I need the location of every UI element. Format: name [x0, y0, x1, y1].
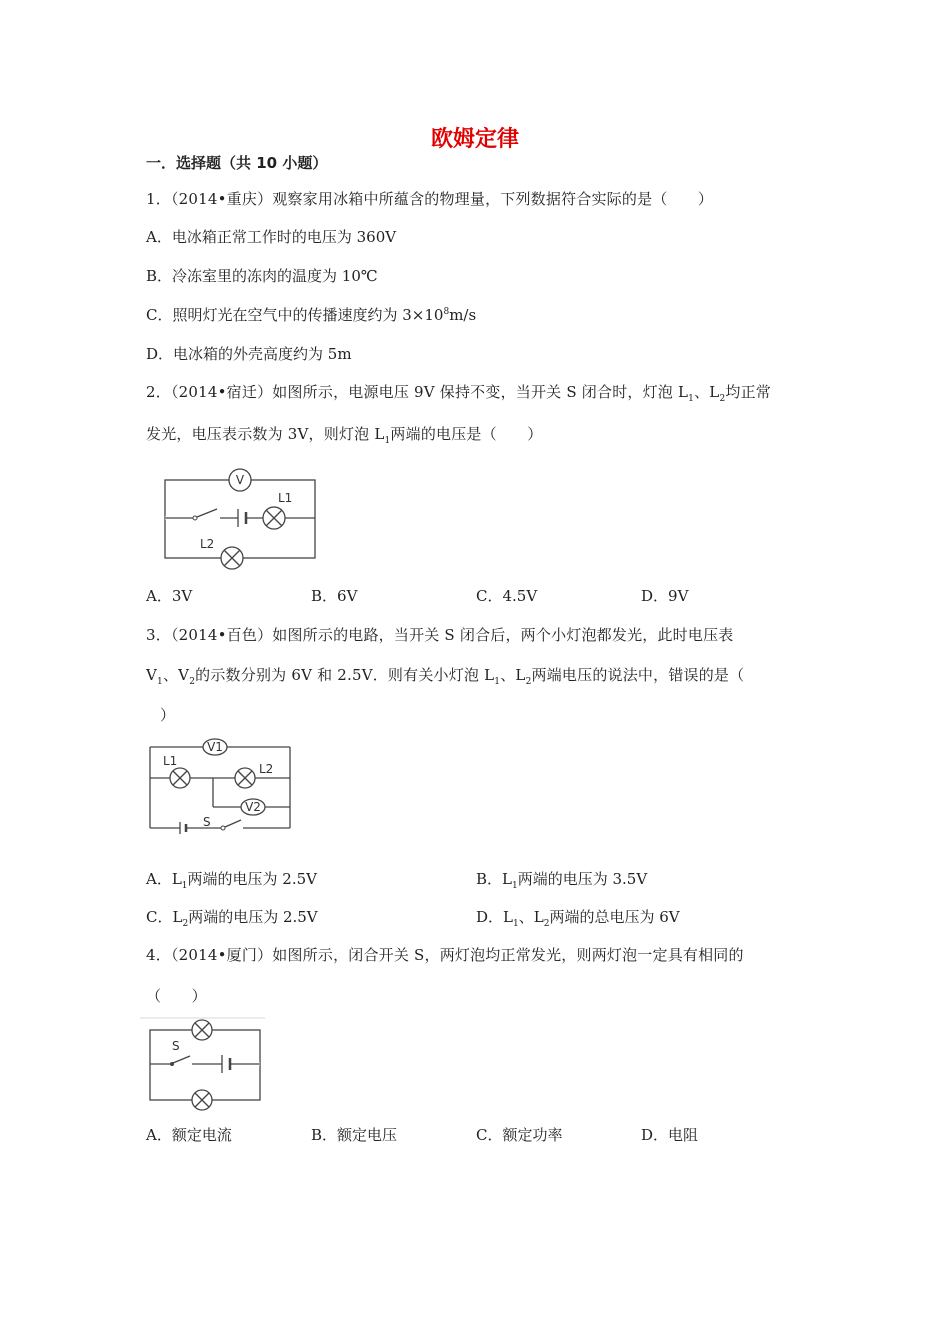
question-2-stem-line1: 2．（2014•宿迁）如图所示，电源电压 9V 保持不变，当开关 S 闭合时，灯泡 $L_1$、$L_2$均正常	[146, 383, 771, 404]
question-2-option-a: A．3V	[146, 587, 193, 605]
lamp-l2-label: L2	[200, 537, 215, 551]
question-3-option-d: D．$L_1$、$L_2$两端的总电压为 6V	[476, 908, 680, 929]
voltmeter-label: V	[235, 473, 245, 487]
question-3-stem-line1: 3．（2014•百色）如图所示的电路，当开关 S 闭合后，两个小灯泡都发光，此时电压表	[146, 626, 734, 644]
switch-s-label: S	[203, 815, 211, 829]
lamp-l1-label: L1	[278, 491, 293, 505]
voltmeter-v2-label: V2	[245, 800, 261, 814]
question-2-option-b: B．6V	[311, 587, 358, 605]
question-2-stem-line2: 发光，电压表示数为 3V，则灯泡 $L_1$两端的电压是（ ）	[146, 425, 543, 446]
question-3-stem-line2: $V_1$、$V_2$的示数分别为 6V 和 2.5V．则有关小灯泡 $L_1$、$L_2$两端电压的说法中，错误的是（	[146, 666, 745, 687]
question-4-option-d: D．电阻	[641, 1126, 699, 1144]
question-3-circuit-diagram	[145, 735, 295, 835]
question-1-option-c: C．照明灯光在空气中的传播速度约为 $3\times 10^8m/s$	[146, 306, 477, 324]
question-1-stem: 1．（2014•重庆）观察家用冰箱中所蕴含的物理量，下列数据符合实际的是（ ）	[146, 190, 714, 208]
question-1-option-d: D．电冰箱的外壳高度约为 5m	[146, 345, 352, 363]
question-4-stem-line1: 4．（2014•厦门）如图所示，闭合开关 S，两灯泡均正常发光，则两灯泡一定具有相同的	[146, 946, 744, 964]
question-2-option-d: D．9V	[641, 587, 689, 605]
question-3-option-c: C．$L_2$两端的电压为 2.5V	[146, 908, 318, 929]
question-3-option-a: A．$L_1$两端的电压为 2.5V	[146, 870, 317, 891]
question-1-option-b: B．冷冻室里的冻肉的温度为 10℃	[146, 267, 378, 285]
lamp-l1-label: L1	[163, 754, 178, 768]
question-4-option-b: B．额定电压	[311, 1126, 398, 1144]
question-1-option-a: A．电冰箱正常工作时的电压为 360V	[146, 228, 397, 246]
question-4-stem-line2: （ ）	[146, 987, 207, 1005]
page-title: 欧姆定律	[430, 127, 519, 152]
section-heading: 一．选择题（共 10 小题）	[146, 154, 328, 172]
switch-s-label: S	[172, 1039, 180, 1053]
question-3-stem-line3: ）	[160, 706, 176, 724]
question-2-circuit-diagram	[160, 460, 320, 575]
question-4-option-a: A．额定电流	[146, 1126, 232, 1144]
question-3-option-b: B．$L_1$两端的电压为 3.5V	[476, 870, 648, 891]
voltmeter-v1-label: V1	[207, 740, 223, 754]
question-2-option-c: C．4.5V	[476, 587, 538, 605]
lamp-l2-label: L2	[259, 762, 274, 776]
question-4-circuit-diagram	[140, 1014, 270, 1114]
question-4-option-c: C．额定功率	[476, 1126, 563, 1144]
